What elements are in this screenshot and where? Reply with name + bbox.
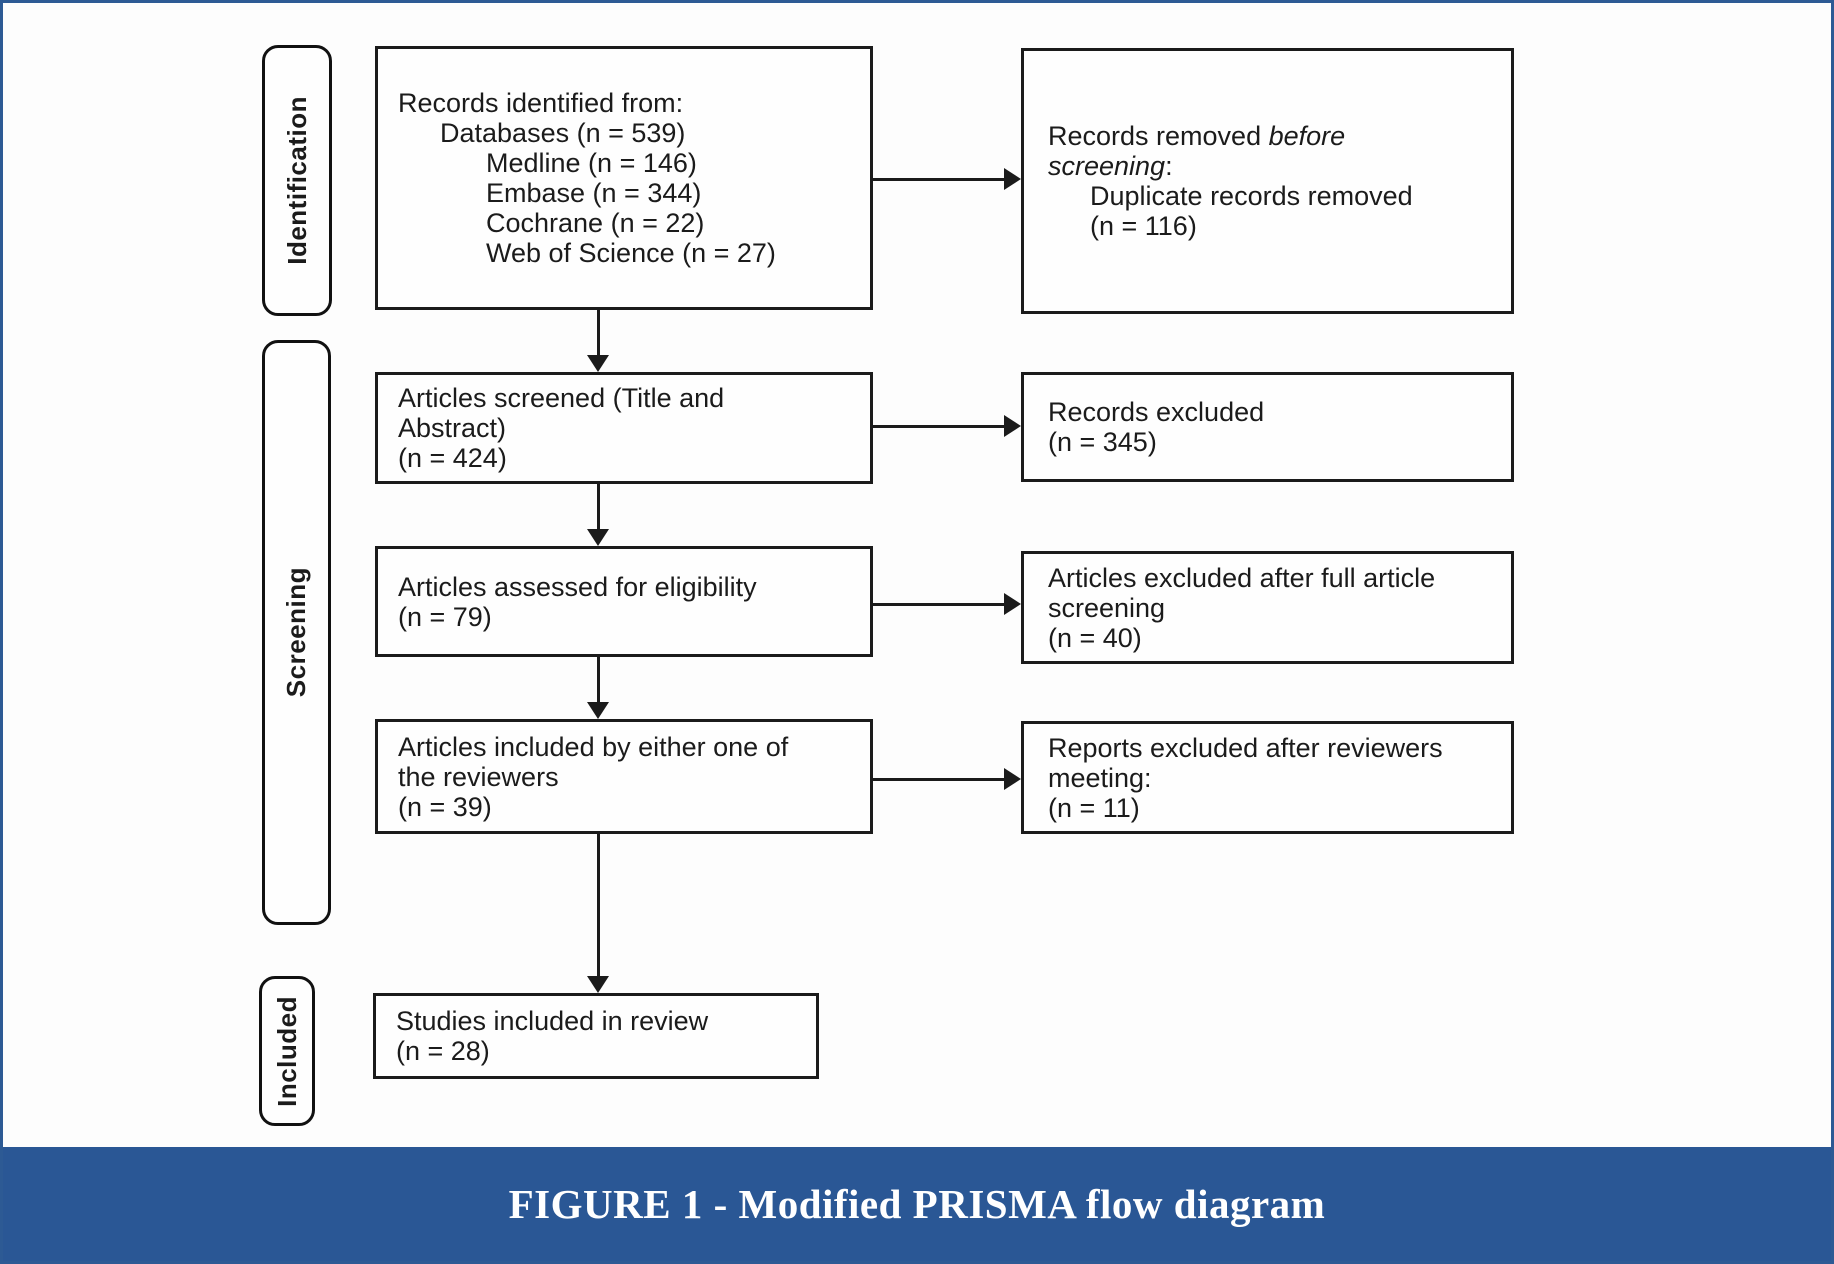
box-line: (n = 345): [1048, 427, 1157, 457]
box-line: (n = 39): [398, 791, 492, 822]
box-line: Articles excluded after full article: [1048, 562, 1436, 593]
box-line: Records removed before: [1048, 121, 1346, 151]
box-line: Records identified from:: [398, 88, 684, 118]
box-line: (n = 424): [398, 443, 507, 473]
down-arrow-line: [597, 310, 600, 359]
box-line: (n = 116): [1090, 211, 1197, 241]
articles-excluded-full-box: [1021, 551, 1514, 664]
records-excluded-box: [1021, 372, 1514, 482]
box-line: Duplicate records removed: [1090, 181, 1413, 211]
stage-label-included-text: Included: [271, 995, 302, 1107]
down-arrow-line: [597, 484, 600, 532]
box-line: Articles assessed for eligibility: [398, 571, 757, 602]
box-line: (n = 79): [398, 601, 492, 632]
down-arrowhead-icon: [587, 976, 609, 993]
stage-label-included: [259, 976, 315, 1126]
stage-label-identification-text: Identification: [281, 96, 312, 265]
right-arrow-line: [873, 425, 1004, 428]
right-arrowhead-icon: [1004, 415, 1021, 437]
right-arrow-line: [873, 178, 1004, 181]
records-removed-box: [1021, 48, 1514, 314]
box-line: Studies included in review: [396, 1006, 709, 1036]
box-line: Abstract): [398, 413, 507, 443]
box-line: Articles included by either one of: [398, 731, 789, 762]
right-arrowhead-icon: [1004, 593, 1021, 615]
articles-screened-box: [375, 372, 873, 484]
box-line: Web of Science (n = 27): [486, 238, 776, 268]
down-arrowhead-icon: [587, 355, 609, 372]
right-arrow-line: [873, 603, 1004, 606]
box-line: Databases (n = 539): [440, 118, 686, 148]
box-line: the reviewers: [398, 761, 559, 792]
stage-label-screening: [262, 340, 331, 925]
reports-excluded-meeting-box: [1021, 721, 1514, 834]
box-line: (n = 40): [1048, 622, 1142, 653]
box-line: (n = 28): [396, 1036, 490, 1066]
down-arrowhead-icon: [587, 529, 609, 546]
box-line: Cochrane (n = 22): [486, 208, 705, 238]
right-arrow-line: [873, 778, 1004, 781]
figure-caption: FIGURE 1 - Modified PRISMA flow diagram: [508, 1181, 1326, 1227]
box-line: screening:: [1048, 151, 1173, 181]
stage-label-identification: [262, 45, 332, 316]
box-line: (n = 11): [1048, 792, 1140, 823]
box-line: Embase (n = 344): [486, 178, 702, 208]
down-arrowhead-icon: [587, 702, 609, 719]
records-identified-box: [375, 46, 873, 310]
box-line: Medline (n = 146): [486, 148, 697, 178]
box-line: meeting:: [1048, 762, 1152, 793]
box-line: Articles screened (Title and: [398, 383, 725, 413]
box-line: Reports excluded after reviewers: [1048, 732, 1443, 763]
right-arrowhead-icon: [1004, 168, 1021, 190]
down-arrow-line: [597, 834, 600, 977]
stage-label-screening-text: Screening: [281, 567, 311, 698]
articles-included-reviewers-box: [375, 719, 873, 834]
down-arrow-line: [597, 657, 600, 704]
articles-assessed-box: [375, 546, 873, 657]
box-line: screening: [1048, 592, 1166, 623]
studies-included-box: [373, 993, 819, 1079]
figure-caption-bar: [3, 1147, 1831, 1261]
box-line: Records excluded: [1048, 397, 1265, 427]
right-arrowhead-icon: [1004, 768, 1021, 790]
